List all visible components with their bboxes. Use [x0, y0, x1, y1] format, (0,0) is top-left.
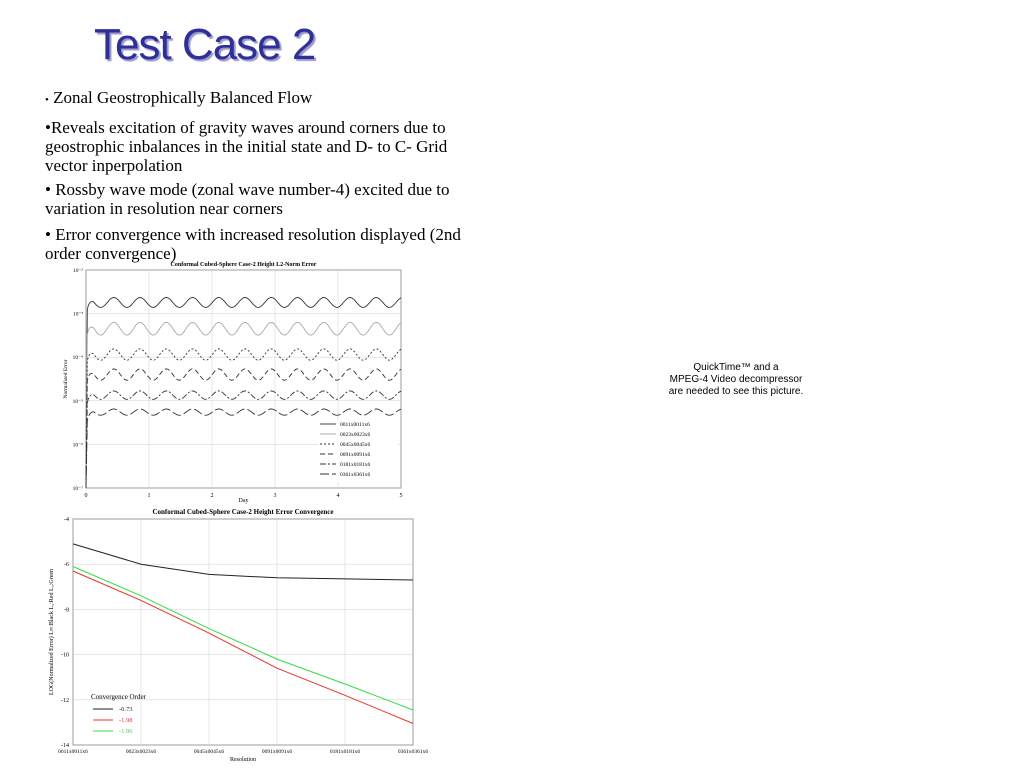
x-tick-label: 0023x0023x6	[125, 749, 157, 755]
l2-norm-error-chart	[58, 260, 408, 505]
bullet-text: Zonal Geostrophically Balanced Flow	[48, 88, 313, 107]
legend-label: 0045x0045x6	[340, 442, 371, 448]
y-axis-label: Normalized Error	[63, 359, 69, 399]
x-axis-label: Day	[238, 498, 249, 504]
x-tick-label: 1	[147, 493, 151, 499]
y-axis-label: LOG(Normalized Error) L∞:Black L₁:Red L₂:Green	[49, 568, 55, 696]
bullet-error-convergence	[45, 225, 475, 263]
x-tick-label: 0091x0091x6	[261, 749, 293, 755]
y-tick-label: -12	[61, 697, 69, 704]
y-tick-label: -10	[61, 652, 69, 659]
y-tick-label: 10⁻⁵	[72, 398, 83, 405]
legend-label: -1.98	[119, 717, 133, 724]
x-tick-label: 0181x0181x6	[329, 749, 361, 755]
x-tick-label: 5	[399, 493, 403, 499]
legend-label: 0023x0023x6	[340, 432, 371, 438]
y-tick-label: 10⁻⁷	[72, 486, 83, 492]
legend-label: -1.96	[119, 728, 133, 735]
slide-title: Test Case 2	[94, 20, 316, 69]
y-tick-label: 10⁻³	[72, 311, 83, 318]
x-tick-label: 3	[273, 493, 277, 499]
y-tick-label: -4	[64, 517, 69, 523]
y-tick-label: 10⁻⁶	[72, 442, 83, 449]
quicktime-line: QuickTime™ and a	[693, 362, 779, 373]
x-tick-label: 0011x0011x6	[58, 749, 88, 755]
bullet-rossby-wave	[45, 180, 475, 218]
chart-title: Conformal Cubed-Sphere Case-2 Height L2-Norm Error	[170, 262, 317, 268]
x-axis-label: Resolution	[229, 757, 257, 763]
x-tick-label: 0361x0361x6	[397, 749, 429, 755]
legend-title: Convergence Order	[91, 693, 146, 701]
y-tick-label: 10⁻²	[72, 268, 83, 274]
x-tick-label: 0045x0045x6	[193, 749, 225, 755]
legend-label: 0091x0091x6	[340, 452, 371, 458]
quicktime-placeholder	[656, 362, 816, 398]
y-tick-label: -14	[61, 743, 69, 749]
bullet-text: • Rossby wave mode (zonal wave number-4) excited due to variation in resolution near corners	[45, 180, 450, 218]
legend-label: -0.73	[119, 706, 133, 713]
legend-label: 0181x0181x6	[340, 462, 371, 468]
y-tick-label: -8	[64, 607, 69, 614]
legend-label: 0011x0011x6	[340, 422, 370, 428]
x-tick-label: 4	[336, 493, 340, 499]
x-tick-label: 0	[84, 493, 88, 499]
quicktime-line: MPEG-4 Video decompressor	[669, 374, 803, 385]
bullet-marker: •	[45, 94, 49, 106]
quicktime-line: are needed to see this picture.	[668, 386, 804, 397]
error-convergence-chart	[33, 503, 440, 765]
bullet-text: •Reveals excitation of gravity waves around corners due to geostrophic inbalances in the initial state and D- to C- Grid vector inperpolation	[45, 118, 448, 175]
legend-label: 0361x0361x6	[340, 472, 371, 478]
y-tick-label: 10⁻⁴	[72, 355, 83, 362]
x-tick-label: 2	[210, 493, 214, 499]
y-tick-label: -6	[64, 562, 69, 569]
bullet-text: • Error convergence with increased resolution displayed (2nd order convergence)	[45, 225, 461, 263]
bullet-zonal-flow	[45, 88, 475, 110]
chart-title: Conformal Cubed-Sphere Case-2 Height Error Convergence	[152, 508, 334, 516]
bullet-gravity-waves	[45, 118, 475, 175]
